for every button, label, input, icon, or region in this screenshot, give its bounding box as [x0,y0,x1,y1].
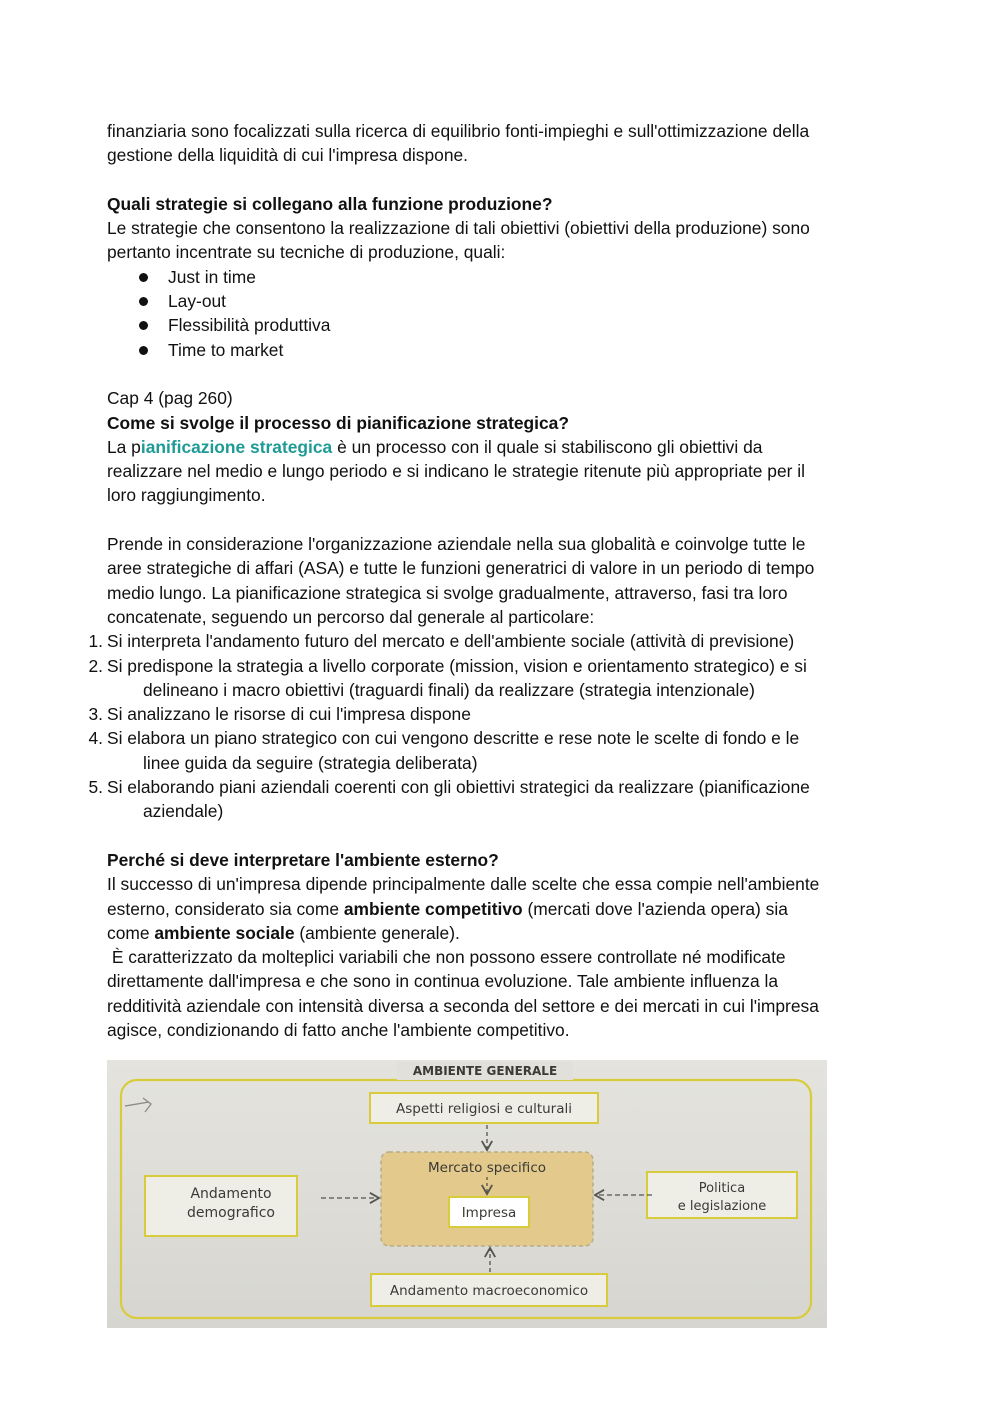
pianificazione-para2-line-4: concatenate, seguendo un percorso dal generale al particolare: [107,606,595,627]
list-item: 5. Si elaborando piani aziendali coerenti con gli obiettivi strategici da realizzare (pianificazione aziendale) [88,777,810,822]
bullet-icon [139,321,148,330]
heading-ambiente: Perché si deve interpretare l'ambiente esterno? [107,849,499,870]
bullet-icon [139,346,148,355]
pianificazione-para2-line-1: Prende in considerazione l'organizzazione aziendale nella sua globalità e coinvolge tutte le [107,534,806,555]
list-item: 1. Si interpreta l'andamento futuro del mercato e dell'ambiente sociale (attività di previsione) [88,631,795,652]
svg-text:demografico: demografico [186,1205,276,1221]
svg-text:Impresa: Impresa [461,1205,517,1221]
list-item: Flessibilità produttiva [107,313,877,337]
svg-text:Andamento: Andamento [190,1186,272,1202]
ambiente-line-3: come ambiente sociale (ambiente generale). [107,922,460,943]
diagram-title: AMBIENTE GENERALE [412,1064,558,1078]
svg-text:Andamento macroeconomico: Andamento macroeconomico [389,1283,589,1299]
pianificazione-para2-line-3: medio lungo. La pianificazione strategica si svolge gradualmente, attraverso, fasi tra loro [107,582,788,603]
svg-text:Politica: Politica [698,1181,746,1196]
list-item: Just in time [107,265,877,289]
produzione-bullet-list [107,265,877,362]
ambiente-line-2: esterno, considerato sia come ambiente competitivo (mercati dove l'azienda opera) sia [107,898,788,919]
chapter-reference: Cap 4 (pag 260) [107,388,233,409]
list-item: 3. Si analizzano le risorse di cui l'impresa dispone [88,704,471,725]
intro-line-1: finanziaria sono focalizzati sulla ricerca di equilibrio fonti-impieghi e sull'ottimizzazione della [107,121,810,141]
pianificazione-steps-list [88,629,877,823]
list-item: Lay-out [107,289,877,313]
ambiente-generale-diagram-photo [107,1060,827,1328]
ambiente-generale-diagram [107,1060,827,1328]
ambiente-para2-line-2: direttamente dall'impresa e che sono in continua evoluzione. Tale ambiente influenza la [107,971,779,992]
svg-text:Mercato specifico: Mercato specifico [427,1160,547,1176]
highlighted-term: ianificazione strategica [140,436,333,457]
list-item: 2. Si predispone la strategia a livello corporate (mission, vision e orientamento strategico) e si delineano i macro obiettivi (traguardi finali) da realizzare (strategia intenzionale) [88,655,807,700]
pianificazione-para2-line-2: aree strategiche di affari (ASA) e tutte le funzioni generatrici di valore in un periodo di tempo [107,558,815,579]
svg-text:Aspetti religiosi e culturali: Aspetti religiosi e culturali [396,1101,572,1117]
heading-produzione: Quali strategie si collegano alla funzione produzione? [107,193,553,214]
list-item: Time to market [107,338,877,362]
produzione-line-2: pertanto incentrate su tecniche di produzione, quali: [107,242,506,263]
list-item: 4. Si elabora un piano strategico con cui vengono descritte e rese note le scelte di fondo e le linee guida da seguire (strategia deliberata) [88,728,800,773]
bullet-icon [139,297,148,306]
pianificazione-line-2: realizzare nel medio e lungo periodo e si indicano le strategie ritenute più appropriate per il [107,461,805,482]
document-body [88,119,877,1042]
pencil-mark [125,1098,151,1112]
produzione-line-1: Le strategie che consentono la realizzazione di tali obiettivi (obiettivi della produzione) sono [107,218,810,239]
ambiente-line-1: Il successo di un'impresa dipende principalmente dalle scelte che essa compie nell'ambiente [107,874,820,895]
heading-pianificazione: Come si svolge il processo di pianificazione strategica? [107,412,569,433]
pianificazione-line-1: La pianificazione strategica è un processo con il quale si stabiliscono gli obiettivi da [107,436,763,457]
ambiente-para2-line-3: redditività aziendale con intensità diversa a seconda del settore e dei mercati in cui l'impresa [107,995,819,1016]
ambiente-para2-line-1: È caratterizzato da molteplici variabili che non possono essere controllate né modificate [107,947,786,968]
svg-text:e legislazione: e legislazione [677,1199,767,1214]
ambiente-para2-line-4: agisce, condizionando di fatto anche l'ambiente competitivo. [107,1019,570,1040]
bullet-icon [139,273,148,282]
intro-line-2: gestione della liquidità di cui l'impresa dispone. [107,145,469,166]
pianificazione-line-3: loro raggiungimento. [107,485,266,506]
